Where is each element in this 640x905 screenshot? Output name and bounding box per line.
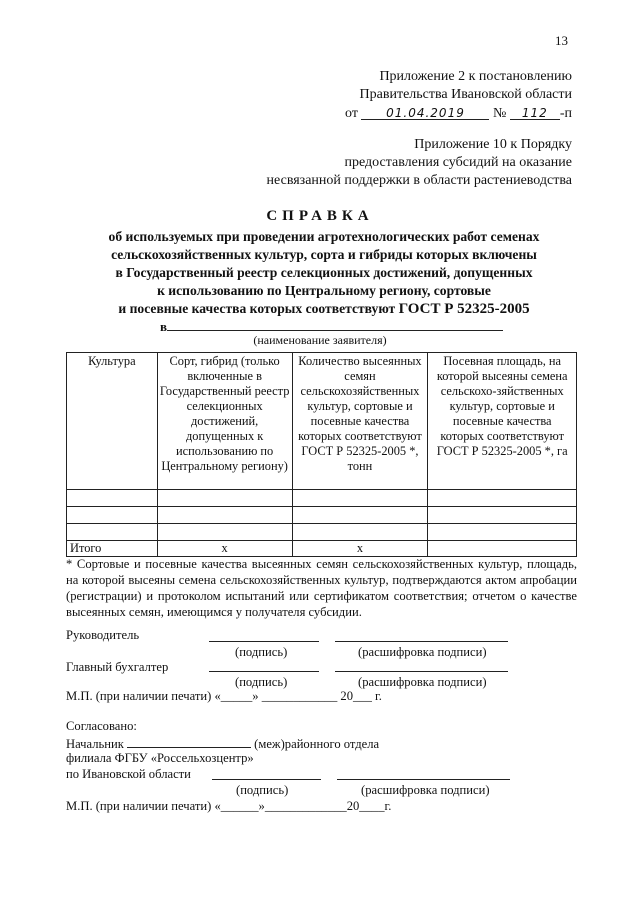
subtitle-line-text: и посевные качества которых соответствуют: [118, 301, 399, 316]
column-header-area: Посевная площадь, на которой высеяны семена сельскохо-зяйственных культур, сортовые и посевные качества которых соответствуют ГОСТ Р 52325-2005 *, га: [428, 353, 577, 490]
seeds-table: [66, 352, 577, 557]
subtitle-line: об используемых при проведении агротехнологических работ семенах: [108, 229, 540, 244]
table-cell[interactable]: [292, 507, 428, 524]
head-label: Руководитель: [66, 628, 140, 642]
chief-accountant-label: Главный бухгалтер: [66, 660, 169, 674]
applicant-name-input[interactable]: [167, 318, 503, 331]
table-cell[interactable]: [292, 490, 428, 507]
decree-date: 01.04.2019: [361, 104, 489, 120]
table-cell[interactable]: [292, 524, 428, 541]
appendix-header-2: [267, 136, 572, 190]
subtitle-line: к использованию по Центральному региону, сортовые: [157, 283, 491, 298]
accountant-signature-caption: (подпись): [235, 675, 288, 689]
table-cell[interactable]: [428, 507, 577, 524]
from-label: от: [345, 106, 358, 121]
appendix-header-2-line3: несвязанной поддержки в области растениеводства: [266, 173, 572, 188]
approver-decoding-caption: (расшифровка подписи): [361, 783, 490, 797]
subtitle-line: сельскохозяйственных культур, сорта и гибриды которых включены: [111, 247, 537, 262]
head-signature-line[interactable]: [209, 641, 319, 642]
total-variety-cell: x: [157, 541, 292, 557]
total-area-cell[interactable]: [428, 541, 577, 557]
applicant-prefix: в: [160, 319, 168, 334]
number-label: №: [492, 106, 507, 121]
column-header-quantity: Количество высеянных семян сельскохозяйственных культур, сортовые и посевные качества которых соответствуют ГОСТ Р 52325-2005 *, тонн: [292, 353, 428, 490]
accountant-decoding-line[interactable]: [335, 671, 508, 672]
subtitle-line: [60, 300, 588, 318]
approver-signature-caption: (подпись): [236, 783, 289, 797]
table-cell[interactable]: [67, 507, 158, 524]
page-number: 13: [555, 33, 568, 48]
subtitle-line: в Государственный реестр селекционных достижений, допущенных: [115, 265, 533, 280]
table-row: [67, 507, 577, 524]
appendix-header-1-line1: Приложение 2 к постановлению: [379, 69, 572, 84]
table-cell[interactable]: [157, 524, 292, 541]
chief-line: [66, 735, 379, 752]
applicant-caption: (наименование заявителя): [253, 333, 387, 347]
agreed-label: Согласовано:: [66, 719, 137, 733]
total-label: Итого: [67, 541, 158, 557]
number-suffix: -п: [559, 106, 572, 121]
column-header-variety: Сорт, гибрид (только включенные в Государственный реестр селекционных достижений, допущенных к использованию по Центральному региону): [157, 353, 292, 490]
table-cell[interactable]: [67, 490, 158, 507]
branch-label: филиала ФГБУ «Россельхозцентр»: [66, 751, 254, 765]
decree-number: 112: [510, 104, 560, 120]
gost-reference: ГОСТ Р 52325-2005: [398, 301, 530, 317]
table-cell[interactable]: [428, 524, 577, 541]
total-quantity-cell: x: [292, 541, 428, 557]
table-header-row: [67, 353, 577, 490]
head-decoding-caption: (расшифровка подписи): [358, 645, 487, 659]
document-title: СПРАВКА: [266, 208, 374, 224]
region-label: по Ивановской области: [66, 767, 191, 781]
approver-decoding-line[interactable]: [337, 779, 510, 780]
chief-label: Начальник: [66, 737, 124, 751]
approval-seal-line: М.П. (при наличии печати) «______»_____________20____г.: [66, 799, 392, 813]
appendix-header-1-line2: Правительства Ивановской области: [359, 87, 572, 102]
footnote: * Сортовые и посевные качества высеянных семян сельскохозяйственных культур, площадь, на которой высеяны семена сельскохозяйственных культур, подтверждаются актом апробации (регистрации) и протоколом испытаний или сертификатом соответствия; отчетом о качестве высеянных семян, имеющимся у получателя субсидии.: [66, 557, 577, 619]
table-cell[interactable]: [428, 490, 577, 507]
total-row: [67, 541, 577, 557]
table-row: [67, 490, 577, 507]
appendix-header-1: [345, 68, 572, 123]
accountant-decoding-caption: (расшифровка подписи): [358, 675, 487, 689]
column-header-culture: Культура: [67, 353, 158, 490]
dept-label: (меж)районного отдела: [254, 737, 380, 751]
district-input[interactable]: [127, 735, 251, 748]
accountant-signature-line[interactable]: [209, 671, 319, 672]
document-subtitle: [60, 228, 588, 318]
appendix-header-2-line1: Приложение 10 к Порядку: [414, 137, 572, 152]
table-cell[interactable]: [67, 524, 158, 541]
head-signature-caption: (подпись): [235, 645, 288, 659]
table-cell[interactable]: [157, 490, 292, 507]
table-cell[interactable]: [157, 507, 292, 524]
approver-signature-line[interactable]: [212, 779, 321, 780]
appendix-header-2-line2: предоставления субсидий на оказание: [344, 155, 572, 170]
appendix-header-1-line3: [345, 104, 572, 123]
head-decoding-line[interactable]: [335, 641, 508, 642]
seal-line: М.П. (при наличии печати) «_____» ____________ 20___ г.: [66, 689, 382, 703]
table-row: [67, 524, 577, 541]
